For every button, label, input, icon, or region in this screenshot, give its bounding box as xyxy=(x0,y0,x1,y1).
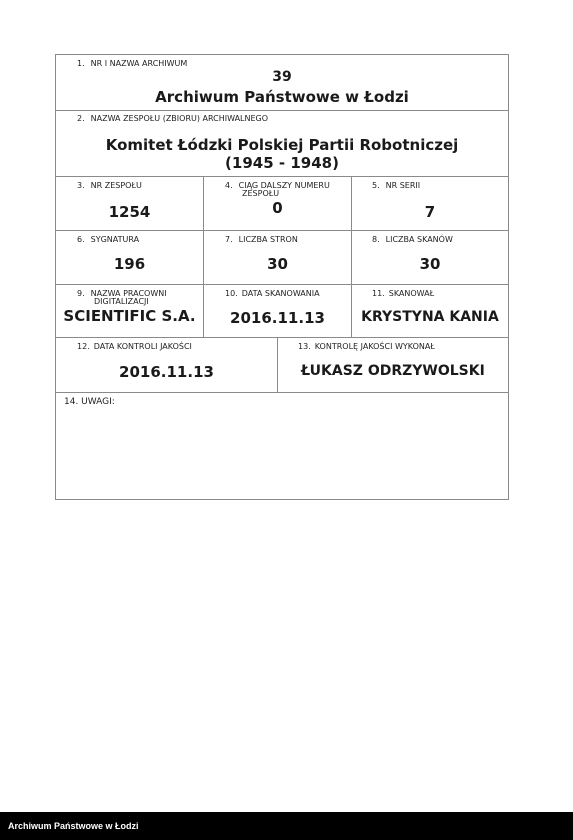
footer-archive-name: Archiwum Państwowe w Łodzi xyxy=(8,821,139,831)
field-qc-date: 12. DATA KONTROLI JAKOŚCI 2016.11.13 xyxy=(56,338,277,392)
archive-name: Archiwum Państwowe w Łodzi xyxy=(155,88,409,106)
qc-date-value: 2016.11.13 xyxy=(119,363,214,381)
field-fonds-number: 3. NR ZESPOŁU 1254 xyxy=(56,177,203,230)
field-archive-label: 1. NR I NAZWA ARCHIWUM xyxy=(77,59,188,68)
field-scan-date: 10. DATA SKANOWANIA 2016.11.13 xyxy=(203,285,351,337)
footer-bar xyxy=(0,812,573,840)
field-scanned-by: 11. SKANOWAŁ KRYSTYNA KANIA xyxy=(351,285,508,337)
fonds-name: Komitet Łódzki Polskiej Partii Robotniczej xyxy=(105,136,459,154)
field-page-count: 7. LICZBA STRON 30 xyxy=(203,231,351,284)
row-digitization xyxy=(56,285,508,338)
signature-value: 196 xyxy=(113,255,146,273)
field-series-number: 5. NR SERII 7 xyxy=(351,177,508,230)
fonds-continuation-value: 0 xyxy=(272,199,283,217)
fonds-years: (1945 - 1948) xyxy=(225,154,339,172)
row-quality-control xyxy=(56,338,508,393)
field-qc-by: 13. KONTROLĘ JAKOŚCI WYKONAŁ ŁUKASZ ODRZYWOLSKI xyxy=(277,338,508,392)
qc-by-value: ŁUKASZ ODRZYWOLSKI xyxy=(301,363,485,379)
field-fonds-name xyxy=(56,111,508,177)
row-fonds-numbers xyxy=(56,177,508,231)
scan-count-value: 30 xyxy=(419,255,441,273)
field-digitization-lab: 9. NAZWA PRACOWNI DIGITALIZACJI SCIENTIFIC S.A. xyxy=(56,285,203,337)
scan-date-value: 2016.11.13 xyxy=(230,309,325,327)
field-archive xyxy=(56,55,508,111)
field-fonds-continuation: 4. CIĄG DALSZY NUMERU ZESPOŁU 0 xyxy=(203,177,351,230)
fonds-number-value: 1254 xyxy=(108,203,151,221)
row-counts xyxy=(56,231,508,285)
field-fonds-name-label: 2. NAZWA ZESPOŁU (ZBIORU) ARCHIWALNEGO xyxy=(77,114,269,123)
digitization-lab-value: SCIENTIFIC S.A. xyxy=(63,307,196,325)
field-scan-count: 8. LICZBA SKANÓW 30 xyxy=(351,231,508,284)
page-count-value: 30 xyxy=(267,255,288,273)
archive-number: 39 xyxy=(272,69,292,85)
series-number-value: 7 xyxy=(424,203,436,221)
field-remarks xyxy=(56,393,508,499)
archive-metadata-form xyxy=(55,54,509,500)
field-signature: 6. SYGNATURA 196 xyxy=(56,231,203,284)
remarks-label: 14. UWAGI: xyxy=(64,397,115,407)
scanned-by-value: KRYSTYNA KANIA xyxy=(361,309,499,325)
